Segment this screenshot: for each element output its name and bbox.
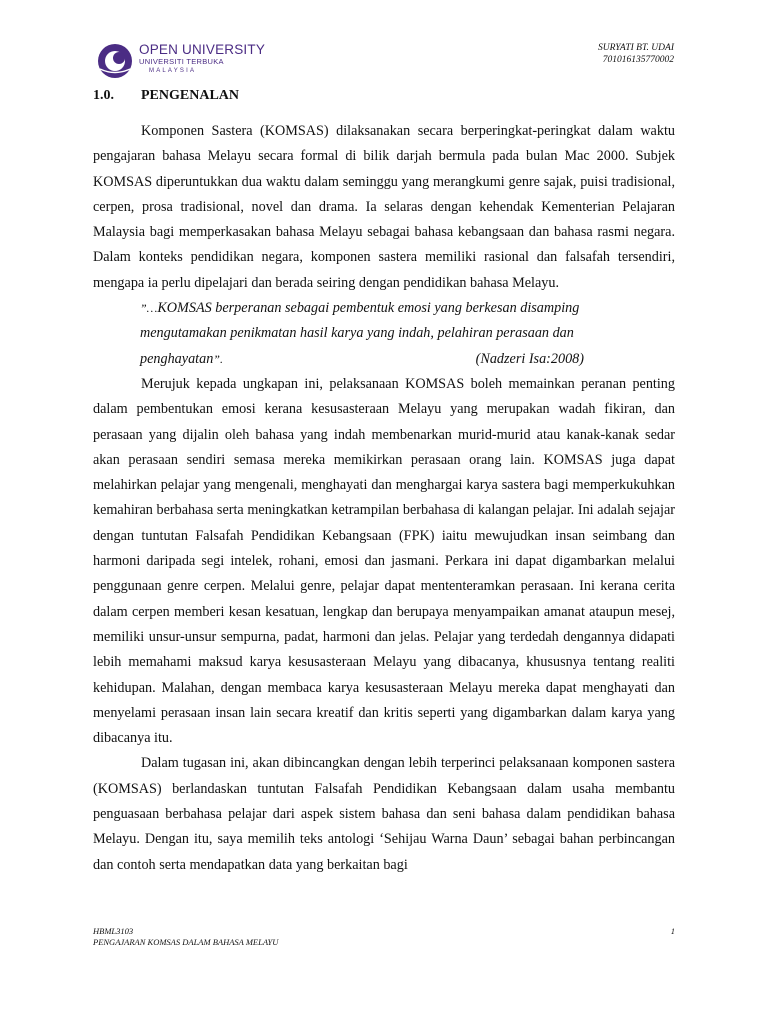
paragraph-1: Komponen Sastera (KOMSAS) dilaksanakan secara berperingkat-peringkat dalam waktu pengajaran bahasa Melayu secara formal di bilik darjah bermula pada bulan Mac 2000. Subjek KOMSAS diperuntukkan dua waktu dalam seminggu yang merangkumi genre sajak, puisi tradisional, cerpen, prosa tradisional, novel dan drama. Ia selaras dengan kehendak Kementerian Pelajaran Malaysia bagi memperkasakan bahasa Melayu sebagai bahasa kebangsaan dan bahasa rasmi negara. Dalam konteks pendidikan negara, komponen sastera memiliki rasional dan falsafah tersendiri, mengapa ia perlu dipelajari dan berada seiring dengan pendidikan bahasa Melayu. (93, 123, 675, 291)
section-number: 1.0. (93, 88, 114, 103)
footer-page-number: 1 (670, 926, 675, 936)
section-heading (93, 87, 239, 105)
quote-line-1 (140, 296, 675, 321)
quote-close-mark: ”. (213, 351, 223, 366)
paragraph-3: Dalam tugasan ini, akan dibincangkan dengan lebih terperinci pelaksanaan komponen sastera (KOMSAS) berlandaskan tuntutan Falsafah Pendidikan Kebangsaan dalam usaha membantu penguasaan berbahasa pelajar dari aspek sistem bahasa dan seni bahasa dalam pendidikan bahasa Melayu. Dengan itu, saya memilih teks antologi ‘Sehijau Warna Daun’ sebagai bahan perbincangan dan contoh serta mendapatkan data yang berkaitan bagi (93, 755, 675, 873)
block-quote (140, 296, 675, 372)
quote-open-mark: ”… (140, 301, 158, 316)
author-id: 701016135770002 (602, 55, 674, 65)
author-block (598, 42, 674, 66)
footer-course-title: PENGAJARAN KOMSAS DALAM BAHASA MELAYU (93, 937, 279, 947)
university-emblem-icon (97, 43, 133, 79)
logo-line-2: UNIVERSITI TERBUKA (139, 57, 224, 66)
quote-line-2: mengutamakan penikmatan hasil karya yang indah, pelahiran perasaan dan (140, 325, 574, 342)
paragraph-2: Merujuk kepada ungkapan ini, pelaksanaan KOMSAS boleh memainkan peranan penting dalam pembentukan emosi kerana kesusasteraan Melayu yang merupakan wadah fikiran, dan perasaan yang dijalin oleh bahasa yang indah membenarkan murid-murid atau kanak-kanak sedar akan perasaan sendiri semasa mereka memikirkan perasaan orang lain. KOMSAS juga dapat melahirkan pelajar yang mengenali, menghayati dan menghargai karya sastera bagi memperkukuhkan kemahiran berbahasa serta meningkatkan ketrampilan berbahasa di kalangan pelajar. Ini adalah sejajar dengan tuntutan Falsafah Pendidikan Kebangsaan (FPK) iaitu mewujudkan insan seimbang dan harmoni daripada segi intelek, rohani, emosi dan jasmani. Perkara ini dapat digambarkan melalui penggunaan genre cerpen. Melalui genre, pelajar dapat mententeramkan perasaan. Ini kerana cerita dalam cerpen memberi kesan kesatuan, lengkap dan berupaya menyampaikan amanat ataupun mesej, memiliki unsur-unsur sempurna, padat, harmoni dan jelas. Pelajar yang terdedah dengannya didapati lebih memahami maksud karya kesusasteraan Melayu yang dibacanya, khususnya tentang realiti kehidupan. Malahan, dengan membaca karya kesusasteraan Melayu mereka dapat menghayati dan menyelami perasaan insan lain secara kreatif dan kritis seperti yang digambarkan dalam karya yang dibacanya itu. (93, 375, 675, 747)
quote-text-3: penghayatan (140, 350, 214, 367)
quote-line-3 (140, 347, 584, 372)
document-body (93, 119, 675, 878)
logo-wordmark (139, 43, 265, 75)
logo-line-1: OPEN UNIVERSITY (139, 42, 266, 57)
footer-course-code: HBML3103 (93, 926, 134, 936)
logo-line-3: MALAYSIA (149, 68, 197, 74)
page-footer (93, 926, 675, 948)
section-title: PENGENALAN (141, 88, 240, 103)
author-name: SURYATI BT. UDAI (598, 43, 674, 53)
quote-citation: (Nadzeri Isa:2008) (475, 350, 584, 367)
quote-text-1: KOMSAS berperanan sebagai pembentuk emosi yang berkesan disamping (157, 300, 580, 317)
open-university-logo (97, 41, 267, 81)
